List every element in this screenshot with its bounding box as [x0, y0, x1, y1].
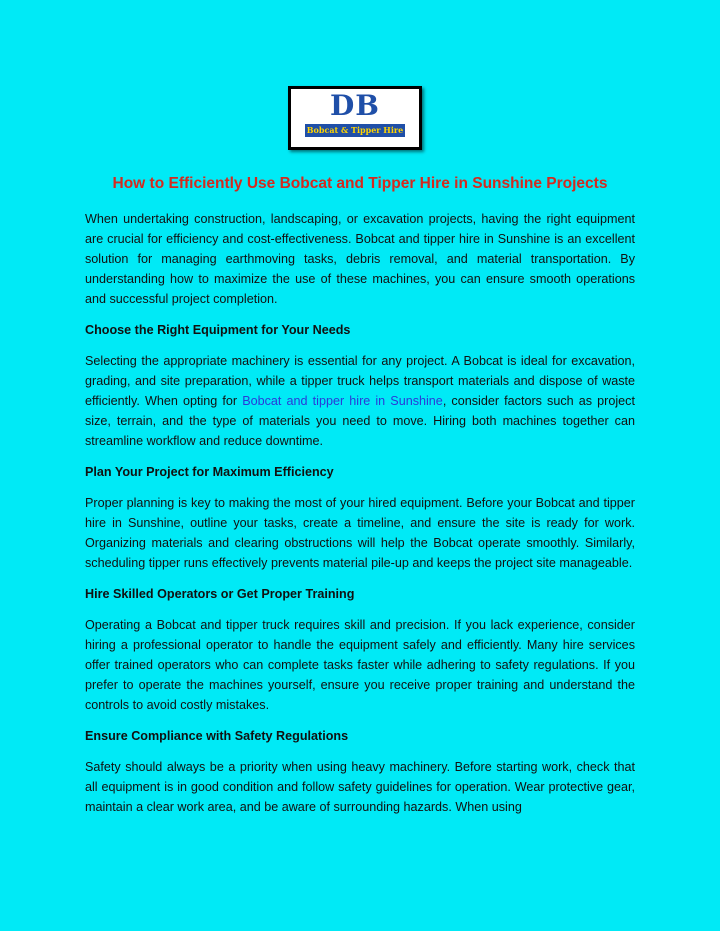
section-paragraph-operators: Operating a Bobcat and tipper truck requires skill and precision. If you lack experience, consider hiring a professional operator to handle the equipment safely and efficiently. Many hire services offer trained operators who can complete tasks faster while adhering to safety regulations. If you prefer to operate the machines yourself, ensure you receive proper training and understand the controls to avoid costly mistakes.: [85, 618, 635, 712]
logo-tagline: Bobcat & Tipper Hire: [306, 125, 404, 135]
section-heading-operators: Hire Skilled Operators or Get Proper Training: [85, 587, 355, 601]
section-paragraph-equipment: [85, 351, 635, 451]
section-heading-planning: Plan Your Project for Maximum Efficiency: [85, 465, 334, 479]
section-paragraph-planning: Proper planning is key to making the most of your hired equipment. Before your Bobcat and tipper hire in Sunshine, outline your tasks, create a timeline, and ensure the site is ready for work. Organizing materials and clearing obstructions will help the Bobcat operate smoothly. Similarly, scheduling tipper runs effectively prevents material pile-up and keeps the project site manageable.: [85, 496, 635, 570]
intro-paragraph: When undertaking construction, landscaping, or excavation projects, having the right equipment are crucial for efficiency and cost-effectiveness. Bobcat and tipper hire in Sunshine is an excellent solution for managing earthmoving tasks, debris removal, and material transportation. By understanding how to maximize the use of these machines, you can ensure smooth operations and successful project completion.: [85, 212, 635, 306]
page-title: How to Efficiently Use Bobcat and Tipper Hire in Sunshine Projects: [112, 175, 608, 192]
company-logo: [288, 86, 422, 150]
article-body: [85, 209, 635, 828]
section-heading-safety: Ensure Compliance with Safety Regulations: [85, 729, 349, 743]
paragraph-text: , consider factors such as project size, terrain, and the type of materials you need to move. Hiring both machines together can streamline workflow and reduce downtime.: [85, 394, 635, 448]
section-paragraph-safety: Safety should always be a priority when using heavy machinery. Before starting work, check that all equipment is in good condition and follow safety guidelines for operation. Wear protective gear, maintain a clear work area, and be aware of surrounding hazards. When using: [85, 760, 635, 814]
section-heading-equipment: Choose the Right Equipment for Your Needs: [85, 323, 351, 337]
paragraph-text: Selecting the appropriate machinery is essential for any project. A Bobcat is ideal for excavation, grading, and site preparation, while a tipper truck helps transport materials and dispose of waste efficiently. When opting for: [85, 354, 635, 408]
logo-letters: DB: [330, 89, 380, 122]
bobcat-tipper-hire-link[interactable]: Bobcat and tipper hire in Sunshine: [242, 394, 443, 408]
